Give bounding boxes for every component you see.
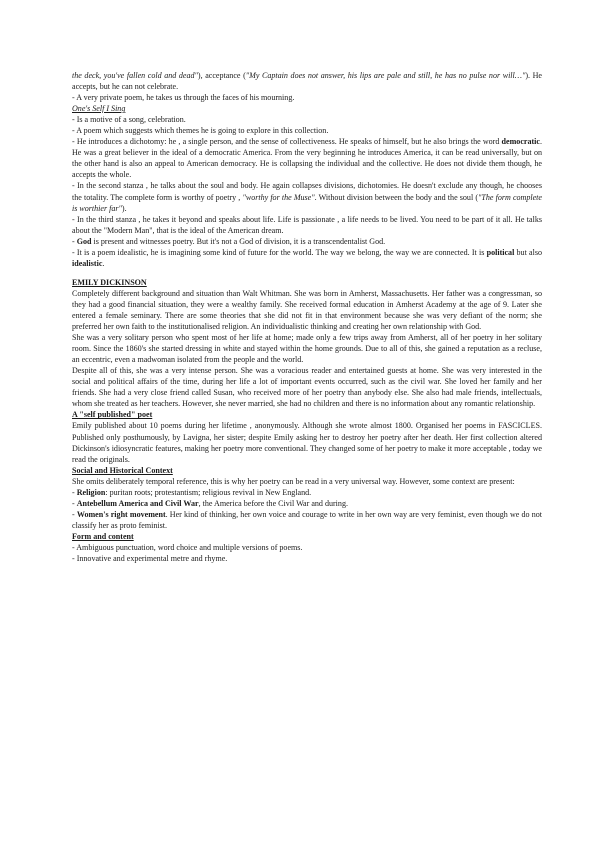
emphasis: political	[486, 247, 515, 257]
text-span: -	[72, 509, 77, 519]
text-span: . He was a great believer in the ideal of a democratic America. From the very beginning he introduces America, it can be read universally, but on the other hand is also an appeal to American democracy. He is collapsing the individual and the collective. He does not divide them though, he accepts the whole.	[72, 137, 542, 180]
text-span: -	[72, 236, 77, 246]
paragraph	[72, 487, 542, 498]
text-span: , the America before the Civil War and during.	[198, 498, 348, 508]
text-span: - It is a poem idealistic, he is imagining some kind of future for the world. The way we belong, the way we are connected. It is	[72, 247, 487, 257]
paragraph	[72, 247, 542, 269]
text-span: is present and witnesses poetry. But it's not a God of division, it is a transcendentalist God.	[91, 236, 386, 246]
document-page	[72, 70, 542, 564]
emphasis: Religion	[76, 487, 106, 497]
spacer	[72, 269, 542, 277]
text-span: ), acceptance (	[197, 71, 246, 80]
text-span: .	[102, 258, 105, 268]
paragraph: - A poem which suggests which themes he is going to explore in this collection.	[72, 126, 329, 136]
section-heading-form: Form and content	[72, 531, 134, 541]
emphasis: democratic	[501, 137, 540, 147]
section-heading-ones-self: One's Self I Sing	[72, 104, 126, 114]
section-heading-context: Social and Historical Context	[72, 465, 173, 475]
emphasis: God	[76, 236, 92, 246]
quote-text: "My Captain does not answer, his lips are pale and still, he has no pulse nor will…"	[245, 71, 526, 80]
paragraph: She was a very solitary person who spent most of her life at home; made only a few trips away from Amherst, all of her poetry in her solitary room. Since the 1860's she started dressing in white and stayed within the home grounds. Due to all of this, she gained a reputation as a recluse, an eccentric, even a madwoman isolated from the people and the world.	[72, 333, 542, 365]
paragraph-private-poem: - A very private poem, he takes us through the faces of his mourning.	[72, 93, 295, 103]
text-span: but also	[514, 247, 542, 257]
paragraph-whitman-o-captain	[72, 70, 542, 92]
paragraph	[72, 498, 542, 509]
paragraph	[72, 136, 542, 180]
emphasis: idealistic	[72, 258, 103, 268]
paragraph: Despite all of this, she was a very intense person. She was a voracious reader and entertained guests at home. She was very interested in the social and political affairs of the time, during her life a lot of important events occurred, such as the civil war. She loved her family and her friends. She had a very close friend called Susan, who received more of her poetry than anybody else. She also had male friends, intellectuals, whom she treated as her teachers. However, she never married, she had no children and there is no information about any romantic relationship.	[72, 366, 542, 409]
section-heading-emily-dickinson: EMILY DICKINSON	[72, 277, 147, 287]
text-span: ). He accepts, but he can not celebrate.	[72, 71, 542, 92]
paragraph: Completely different background and situation than Walt Whitman. She was born in Amherst, Massachusetts. Her father was a congressman, so they had a good financial situation, they were a wealthy family. She received formal education in Amherst Academy at the age of 9. Later she entered a female seminary. There are some theories that she did not fit in that environment because she was very defiant of the norm; she preferred her own faith to the institutionalised religion. An individualistic thinking and creating her own relationship with God.	[72, 288, 542, 332]
section-heading-self-published: A "self published" poet	[72, 410, 153, 420]
text-span: - He introduces a dichotomy: he , a single person, and the sense of collectiveness. He speaks of himself, but he also brings the word	[72, 137, 502, 147]
emphasis: Antebellum America and Civil War	[76, 498, 199, 508]
paragraph: - Innovative and experimental metre and rhyme.	[72, 554, 228, 564]
quote-text: the deck, you've fallen cold and dead"	[72, 71, 198, 80]
paragraph: Emily published about 10 poems during her lifetime , anonymously. Although she wrote almost 1800. Organised her poems in FASCICLES. Published only posthumously, by Lavigna, her sister; despite Emily asking her to destroy her poetry after her death. Her first collection altered Dickinson's idiosyncratic features, making her poetry more conventional. They changed some of her poetry to make it more acceptable , today we read the originals.	[72, 421, 542, 464]
text-span: : puritan roots; protestantism; religious revival in New England.	[105, 487, 312, 497]
text-span: -	[72, 498, 77, 508]
paragraph	[72, 509, 542, 531]
paragraph	[72, 180, 542, 213]
text-span: ).	[121, 203, 127, 213]
paragraph: - In the third stanza , he takes it beyond and speaks about life. Life is passionate , a life needs to be lived. You need to be part of it all. He talks about the "Modern Man", that is the ideal of the American dream.	[72, 214, 542, 235]
paragraph: She omits deliberately temporal reference, this is why her poetry can be read in a very universal way. However, some context are present:	[72, 476, 515, 486]
text-span: -	[72, 487, 77, 497]
text-span: . Without division between the body and the soul (	[314, 192, 479, 202]
paragraph: - Ambiguous punctuation, word choice and multiple versions of poems.	[72, 542, 303, 552]
text-span: . Her kind of thinking, her own voice and courage to write in her own way are very feminist, even though we do not classify her as proto feminist.	[72, 509, 542, 530]
paragraph: - Is a motive of a song, celebration.	[72, 115, 186, 125]
quote-text: "worthy for the Muse"	[242, 192, 315, 202]
quote-text: "The form complete is worthier far"	[72, 192, 542, 213]
paragraph	[72, 236, 542, 247]
emphasis: Women's right movement	[76, 509, 166, 519]
text-span: - In the second stanza , he talks about the soul and body. He again collapses divisions, dichotomies. He doesn't exclude any though, he chooses the totality. The complete form is worthy of poetry ,	[72, 181, 542, 202]
